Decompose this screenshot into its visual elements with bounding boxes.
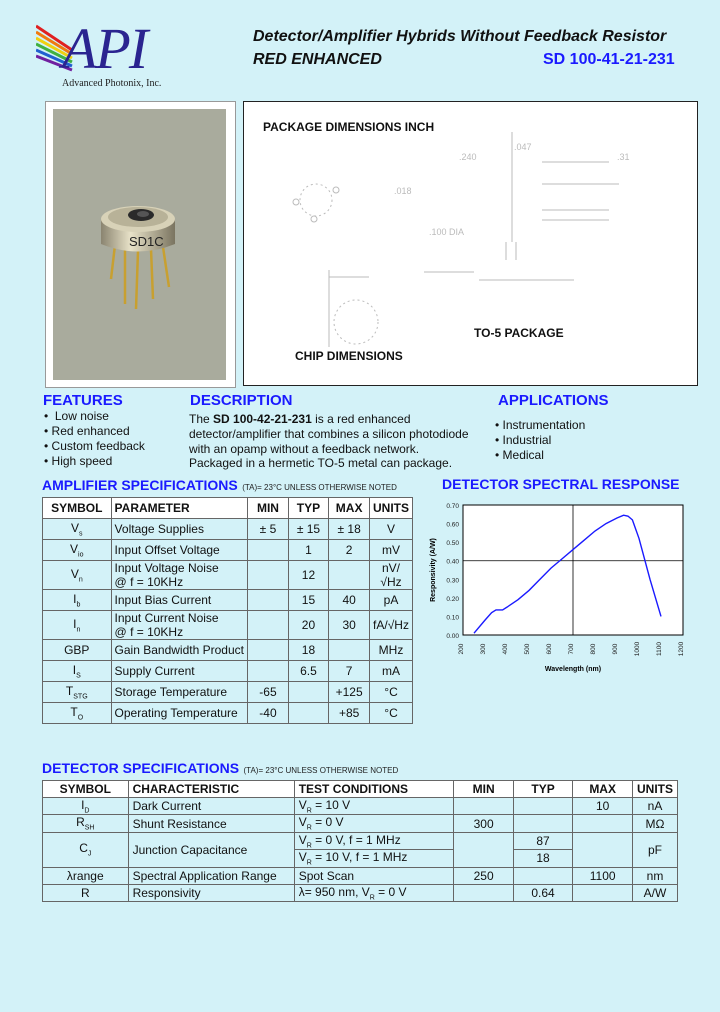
x-tick-label: 1000 (634, 641, 641, 657)
y-tick-label: 0.30 (446, 577, 459, 585)
package-dimensions-panel (243, 101, 698, 386)
svg-text:.240: .240 (459, 152, 477, 162)
to5-package-label: TO-5 PACKAGE (474, 326, 564, 340)
table-row: $V_s$ Voltage Supplies ± 5 ± 15 ± 18 V (43, 519, 413, 540)
features-title: FEATURES (43, 392, 123, 409)
page-subtitle: RED ENHANCED (253, 51, 382, 68)
table-row: $T_O$ Operating Temperature -40 +85 °C (43, 703, 413, 724)
package-drawing (244, 102, 696, 384)
det-specs-table (42, 780, 678, 902)
to5-can-image (53, 109, 226, 380)
x-tick-label: 300 (480, 643, 487, 655)
list-item: • Low noise (44, 409, 109, 423)
x-tick-label: 400 (502, 643, 509, 655)
table-row: λrange Spectral Application Range Spot Scan 250 1100 nm (43, 867, 678, 884)
y-axis-label: Responsivity (A/W) (430, 538, 437, 602)
det-specs-heading: DETECTOR SPECIFICATIONS (TA)= 23°C UNLESS OTHERWISE NOTED (42, 760, 399, 776)
y-tick-label: 0.10 (446, 614, 459, 622)
table-header-row: SYMBOL CHARACTERISTIC TEST CONDITIONS MIN TYP MAX UNITS (43, 781, 678, 798)
table-row: $V_n$ Input Voltage Noise @ f = 10KHz 12 nV/√Hz (43, 561, 413, 590)
x-tick-label: 1100 (656, 642, 663, 656)
list-item: • Instrumentation (495, 418, 586, 432)
product-photo (45, 101, 236, 388)
x-tick-label: 1200 (678, 641, 685, 657)
table-row: $V_R = 10$ V, f = 1 MHz 18 (43, 850, 678, 867)
y-tick-label: 0.00 (446, 633, 459, 640)
x-tick-label: 800 (590, 643, 597, 655)
table-row: GBP Gain Bandwidth Product 18 MHz (43, 640, 413, 661)
can-label: SD1C (129, 234, 164, 249)
amp-specs-heading: AMPLIFIER SPECIFICATIONS (TA)= 23°C UNLESS OTHERWISE NOTED (42, 477, 397, 493)
svg-text:.31: .31 (617, 152, 630, 162)
chip-dimensions-label: CHIP DIMENSIONS (295, 349, 403, 363)
table-row: $I_b$ Input Bias Current 15 40 pA (43, 590, 413, 611)
table-row: $I_D$ Dark Current $V_R = 10$ V 10 nA (43, 798, 678, 815)
y-tick-label: 0.70 (446, 503, 459, 510)
x-tick-label: 500 (524, 643, 531, 655)
svg-text:.047: .047 (514, 142, 532, 152)
y-tick-label: 0.40 (446, 558, 459, 566)
features-list (44, 409, 145, 469)
description-text: The SD 100-42-21-231 is a red enhanced detector/amplifier that combines a silicon photodiode with an opamp without a feedback network. Packaged in a hermetic TO-5 metal can package. (189, 412, 469, 471)
part-number: SD 100-41-21-231 (543, 51, 675, 68)
amp-specs-table (42, 497, 413, 724)
table-row: $V_{io}$ Input Offset Voltage 1 2 mV (43, 540, 413, 561)
list-item: • Red enhanced (44, 424, 130, 438)
list-item: • Medical (495, 448, 544, 462)
description-title: DESCRIPTION (190, 392, 293, 409)
svg-text:.018: .018 (394, 186, 412, 196)
applications-title: APPLICATIONS (498, 392, 609, 409)
spectral-response-chart (425, 495, 695, 675)
logo-company: Advanced Photonix, Inc. (62, 78, 162, 89)
x-tick-label: 600 (546, 643, 553, 655)
y-tick-label: 0.20 (446, 595, 459, 603)
x-tick-label: 700 (568, 643, 575, 655)
table-row: $R_{SH}$ Shunt Resistance $V_R = 0$ V 300 MΩ (43, 815, 678, 832)
package-dimensions-title: PACKAGE DIMENSIONS INCH (263, 120, 435, 134)
x-tick-label: 200 (458, 643, 465, 655)
y-tick-label: 0.50 (446, 540, 459, 548)
y-tick-label: 0.60 (446, 521, 459, 529)
table-header-row: SYMBOL PARAMETER MIN TYP MAX UNITS (43, 498, 413, 519)
logo-brand: API (62, 16, 147, 81)
svg-text:.100 DIA: .100 DIA (429, 227, 465, 237)
table-row: $T_{STG}$ Storage Temperature -65 +125 °C (43, 682, 413, 703)
x-tick-label: 900 (612, 643, 619, 655)
table-row: $I_S$ Supply Current 6.5 7 mA (43, 661, 413, 682)
x-axis-label: Wavelength (nm) (544, 666, 602, 673)
table-row: R Responsivity λ= 950 nm, $V_R = 0$ V 0.64 A/W (43, 884, 678, 901)
list-item: • High speed (44, 454, 113, 468)
table-row: $C_J$ Junction Capacitance $V_R = 0$ V, f = 1 MHz 87 pF (43, 832, 678, 849)
list-item: • Industrial (495, 433, 552, 447)
spectral-title: DETECTOR SPECTRAL RESPONSE (442, 476, 680, 492)
table-row: $I_n$ Input Current Noise @ f = 10KHz 20 30 fA/√Hz (43, 611, 413, 640)
list-item: • Custom feedback (44, 439, 145, 453)
applications-list (495, 418, 585, 463)
page-title: Detector/Amplifier Hybrids Without Feedback Resistor (253, 28, 667, 45)
